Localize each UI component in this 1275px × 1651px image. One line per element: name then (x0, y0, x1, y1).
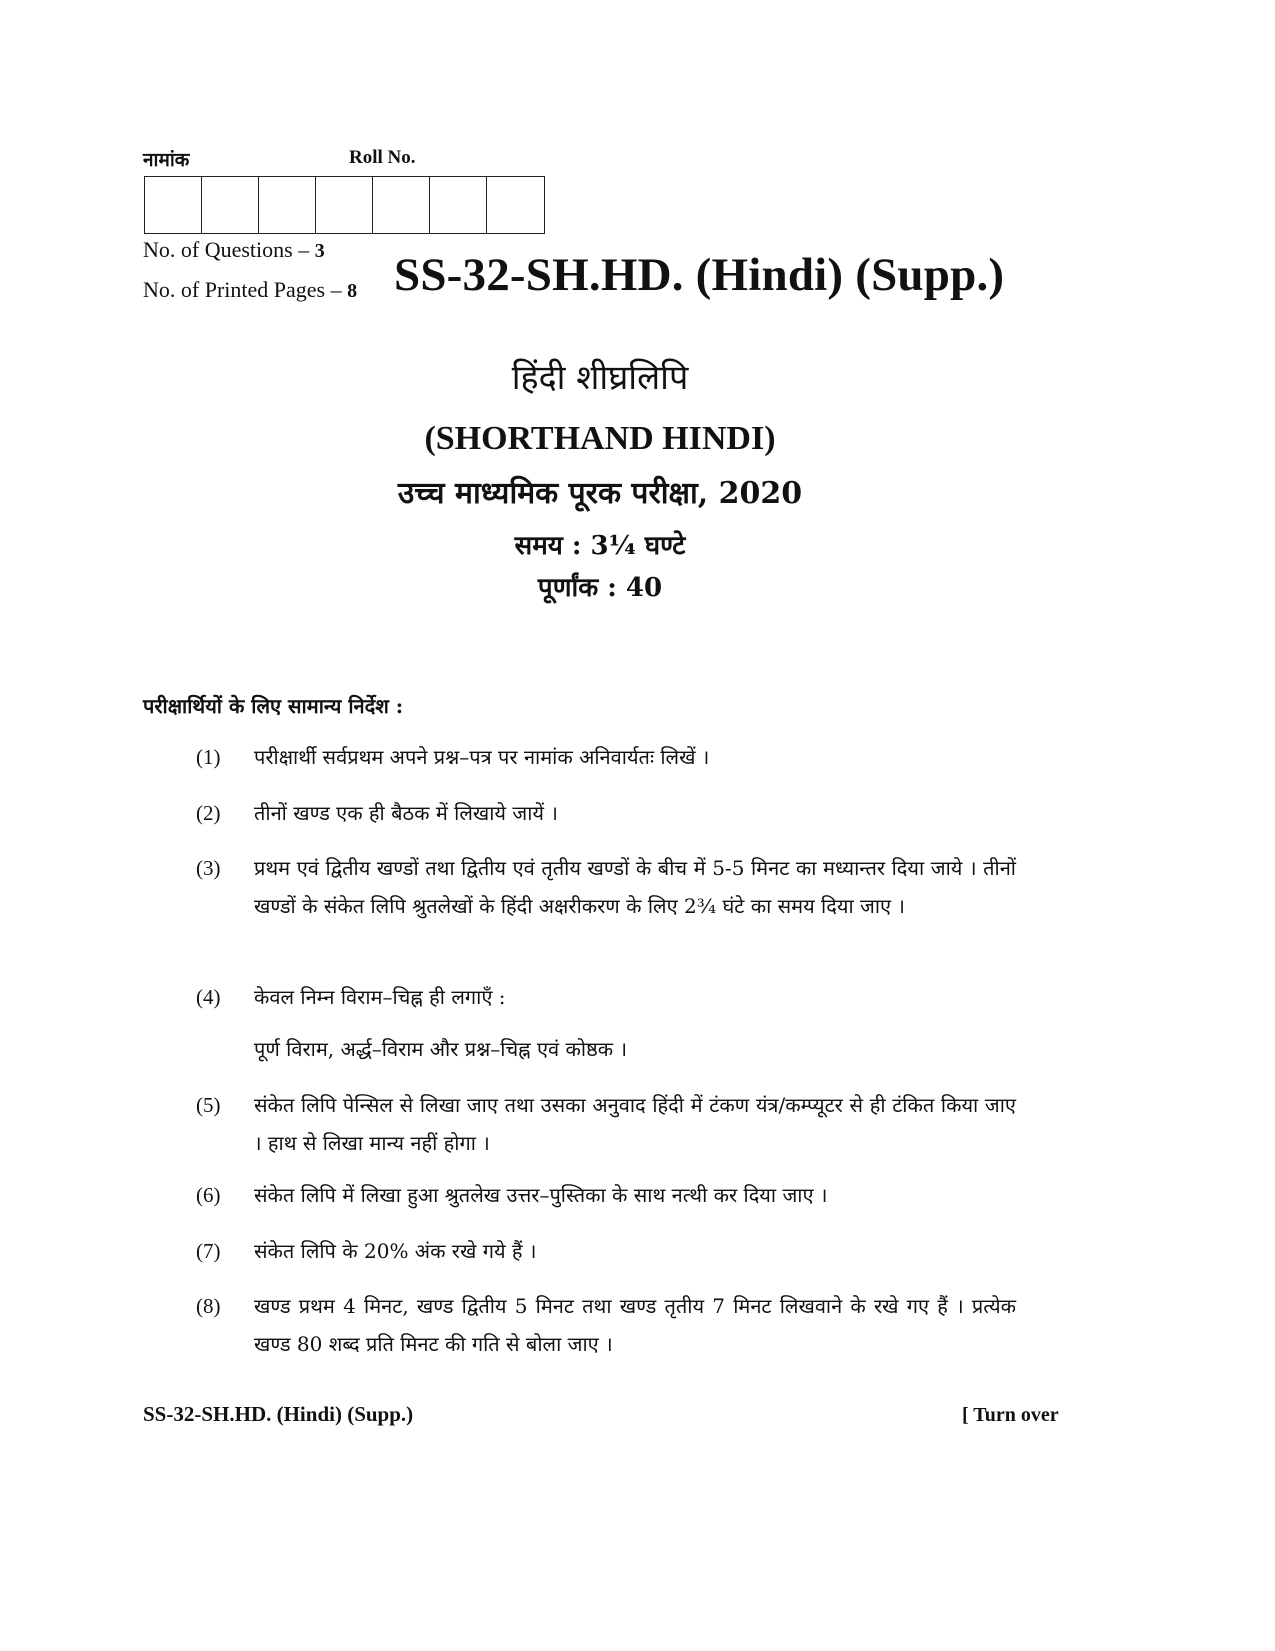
questions-value: 3 (314, 240, 325, 262)
instruction-text: संकेत लिपि के 20% अंक रखे गये हैं । (254, 1239, 537, 1263)
roll-digit-box[interactable] (202, 177, 259, 233)
pages-value: 8 (347, 280, 358, 302)
instruction-number: (3) (196, 856, 221, 880)
instruction-item (196, 978, 1016, 1068)
exam-duration: समय : 3¼ घण्टे (514, 531, 686, 561)
roll-digit-box[interactable] (145, 177, 202, 233)
instruction-item (196, 1232, 1016, 1270)
instruction-subtext: पूर्ण विराम, अर्द्ध–विराम और प्रश्न–चिह्न एवं कोष्ठक । (254, 1037, 628, 1061)
footer-paper-code: SS-32-SH.HD. (Hindi) (Supp.) (143, 1402, 414, 1426)
roll-digit-box[interactable] (487, 177, 544, 233)
roll-digit-box[interactable] (316, 177, 373, 233)
instruction-text: तीनों खण्ड एक ही बैठक में लिखाये जायें । (254, 801, 558, 825)
instruction-text: प्रथम एवं द्वितीय खण्डों तथा द्वितीय एवं तृतीय खण्डों के बीच में 5-5 मिनट का मध्यान्तर दिया जाये । तीनों खण्डों के संकेत लिपि श्रुतलेखों के हिंदी अक्षरीकरण के लिए 2¾ घंटे का समय दिया जाए । (254, 856, 1016, 918)
instruction-number: (5) (196, 1093, 221, 1117)
instruction-item (196, 1086, 1016, 1162)
subject-title-english: (SHORTHAND HINDI) (424, 420, 776, 457)
instruction-item (196, 1287, 1016, 1363)
roll-label-hindi: नामांक (143, 149, 190, 171)
instruction-item (196, 794, 1016, 832)
subject-title-hindi: हिंदी शीघ्रलिपि (511, 358, 689, 398)
instruction-item (196, 1176, 1016, 1214)
roll-number-boxes[interactable] (144, 176, 545, 234)
instruction-number: (1) (196, 745, 221, 769)
max-marks: पूर्णांक : 40 (537, 573, 663, 603)
instruction-text: संकेत लिपि में लिखा हुआ श्रुतलेख उत्तर–पुस्तिका के साथ नत्थी कर दिया जाए । (254, 1183, 828, 1207)
instruction-number: (6) (196, 1183, 221, 1207)
questions-label: No. of Questions – (143, 237, 310, 262)
instruction-text: खण्ड प्रथम 4 मिनट, खण्ड द्वितीय 5 मिनट तथा खण्ड तृतीय 7 मिनट लिखवाने के रखे गए हैं । प्रत्येक खण्ड 80 शब्द प्रति मिनट की गति से बोला जाए । (254, 1294, 1016, 1356)
paper-code: SS-32-SH.HD. (Hindi) (Supp.) (394, 249, 1005, 301)
exam-name: उच्च माध्यमिक पूरक परीक्षा, 2020 (397, 476, 803, 511)
roll-digit-box[interactable] (373, 177, 430, 233)
questions-count (143, 237, 325, 263)
instruction-number: (4) (196, 985, 221, 1009)
instruction-number: (7) (196, 1239, 221, 1263)
instructions-heading: परीक्षार्थियों के लिए सामान्य निर्देश : (143, 694, 404, 718)
turn-over-label: [ Turn over (962, 1404, 1059, 1426)
pages-label: No. of Printed Pages – (143, 277, 342, 302)
instruction-number: (2) (196, 801, 221, 825)
instruction-number: (8) (196, 1294, 221, 1318)
roll-label-english: Roll No. (349, 147, 416, 168)
printed-pages-count (143, 277, 357, 303)
instruction-text: संकेत लिपि पेन्सिल से लिखा जाए तथा उसका अनुवाद हिंदी में टंकण यंत्र/कम्प्यूटर से ही टंकित किया जाए । हाथ से लिखा मान्य नहीं होगा । (254, 1093, 1016, 1155)
instruction-text: केवल निम्न विराम–चिह्न ही लगाएँ : (254, 985, 506, 1009)
roll-digit-box[interactable] (430, 177, 487, 233)
instruction-item (196, 849, 1016, 925)
instruction-item (196, 738, 1016, 776)
instruction-text: परीक्षार्थी सर्वप्रथम अपने प्रश्न–पत्र पर नामांक अनिवार्यतः लिखें । (254, 745, 710, 769)
roll-digit-box[interactable] (259, 177, 316, 233)
